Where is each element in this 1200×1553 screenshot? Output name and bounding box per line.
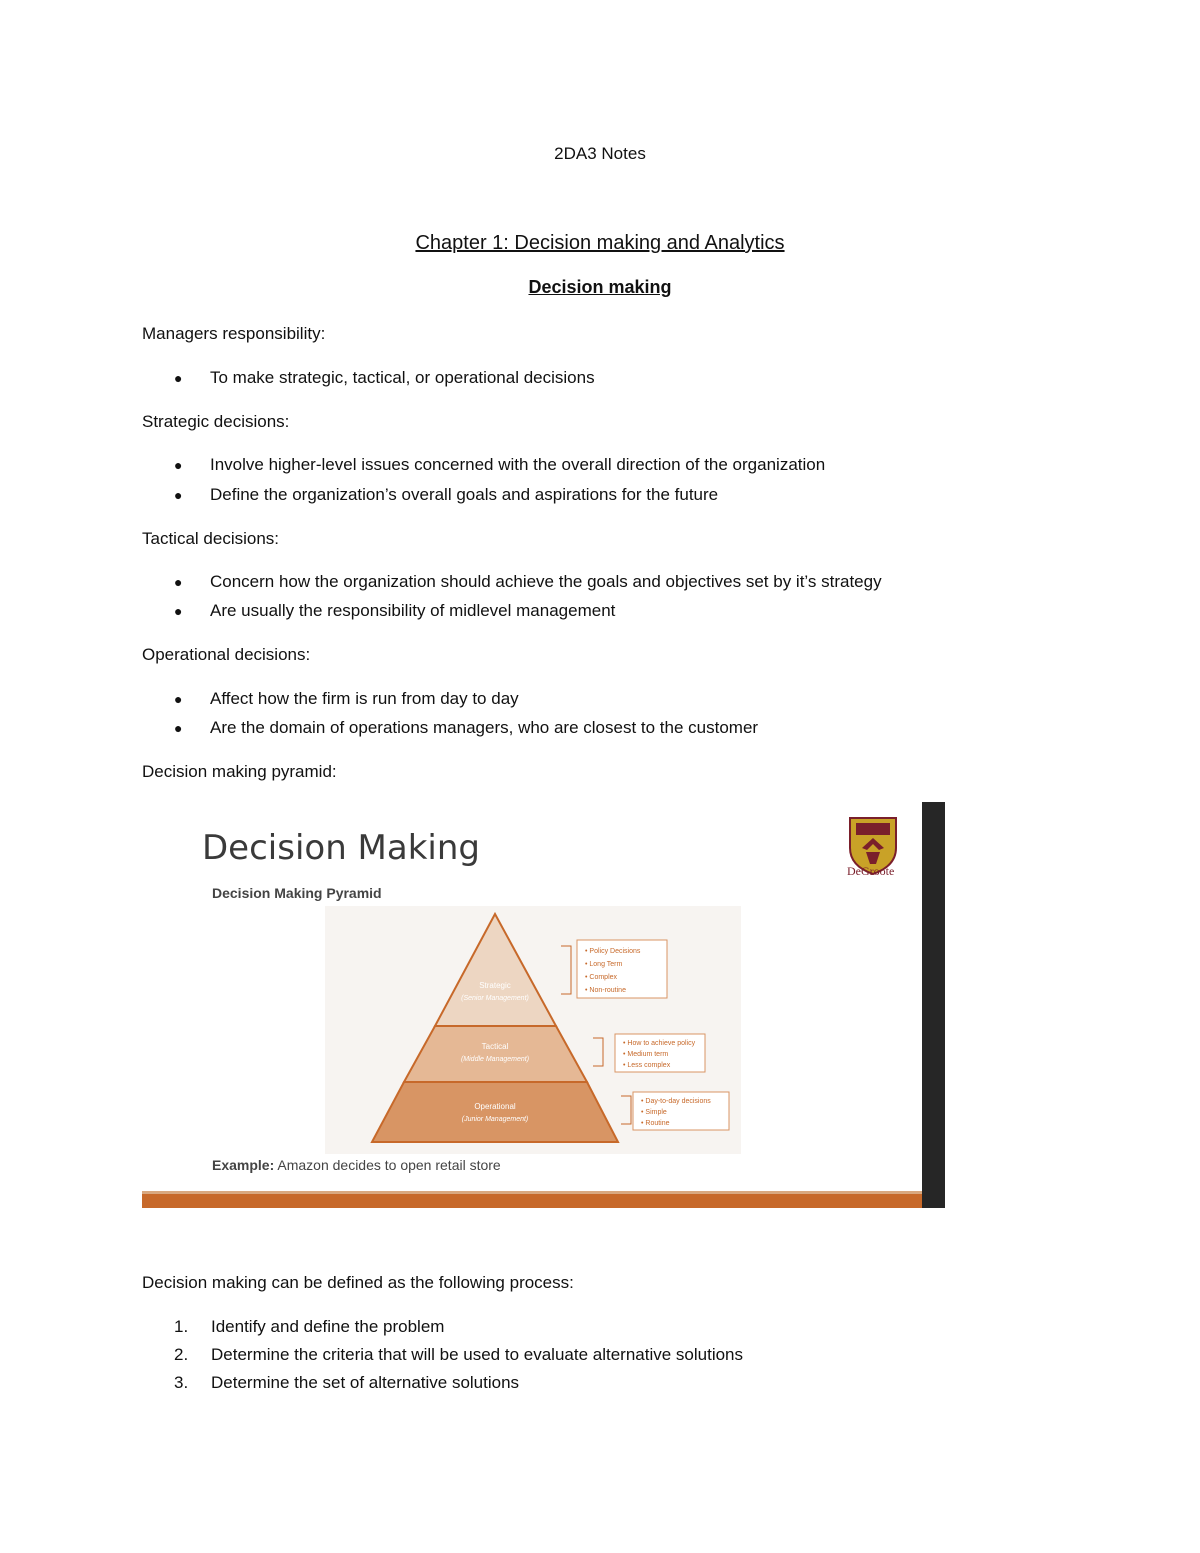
tactical-name: Tactical [481,1042,509,1051]
tactical-sub: (Middle Management) [460,1056,530,1063]
slide-accent-bar [142,1194,922,1208]
operational-label: Operational decisions: [142,645,311,664]
strategic-name: Strategic [479,981,511,990]
decision-pyramid-diagram [325,906,741,1154]
section-heading: Decision making [528,277,672,297]
bullet-icon: ● [174,691,183,707]
list-item: ● Are usually the responsibility of midlevel management [174,601,616,620]
list-item: ● Define the organization’s overall goals and aspirations for the future [174,485,719,504]
list-item: 1. Identify and define the problem [174,1317,445,1336]
bullet-icon: ● [174,370,183,386]
pyramid-operational-tier [372,1082,618,1142]
operational-note: • Day-to-day decisions [641,1098,711,1105]
bullet-icon: ● [174,487,183,503]
slide-subtitle: Decision Making Pyramid [212,885,382,901]
document-title: 2DA3 Notes [554,144,646,163]
tactical-note: • Less complex [623,1062,671,1069]
strategic-note: • Policy Decisions [585,948,641,955]
chapter-heading: Chapter 1: Decision making and Analytics [415,232,785,254]
slide-example: Example: Amazon decides to open retail store [212,1157,501,1173]
bullet-icon: ● [174,720,183,736]
managers-label: Managers responsibility: [142,324,326,343]
list-item: ● Are the domain of operations managers, who are closest to the customer [174,718,759,737]
tactical-label: Tactical decisions: [142,529,280,548]
logo-text: DeGroote [847,864,895,878]
operational-note: • Simple [641,1109,667,1116]
slide-title: Decision Making [202,828,480,868]
tactical-note: • How to achieve policy [623,1040,696,1047]
pyramid-tactical-tier [404,1026,587,1082]
operational-name: Operational [474,1102,516,1111]
process-label: Decision making can be defined as the following process: [142,1273,574,1292]
pyramid-slide-image [142,802,945,1208]
list-item: ● Affect how the firm is run from day to day [174,689,519,708]
bullet-icon: ● [174,603,183,619]
bullet-icon: ● [174,457,183,473]
strategic-label: Strategic decisions: [142,412,290,431]
operational-note: • Routine [641,1120,670,1127]
list-item: ● Involve higher-level issues concerned with the overall direction of the organization [174,455,826,474]
strategic-note: • Complex [585,974,618,981]
strategic-sub: (Senior Management) [461,995,529,1002]
list-item: 3. Determine the set of alternative solutions [174,1373,520,1392]
strategic-note: • Non-routine [585,987,626,994]
strategic-note: • Long Term [585,961,623,968]
list-item: ● To make strategic, tactical, or operational decisions [174,368,595,387]
tactical-note: • Medium term [623,1051,669,1058]
pyramid-label: Decision making pyramid: [142,762,337,781]
operational-sub: (Junior Management) [461,1116,529,1123]
bullet-icon: ● [174,574,183,590]
slide-dark-edge [922,802,945,1208]
list-item: 2. Determine the criteria that will be used to evaluate alternative solutions [174,1345,744,1364]
list-item: ● Concern how the organization should achieve the goals and objectives set by it’s strategy [174,572,882,591]
